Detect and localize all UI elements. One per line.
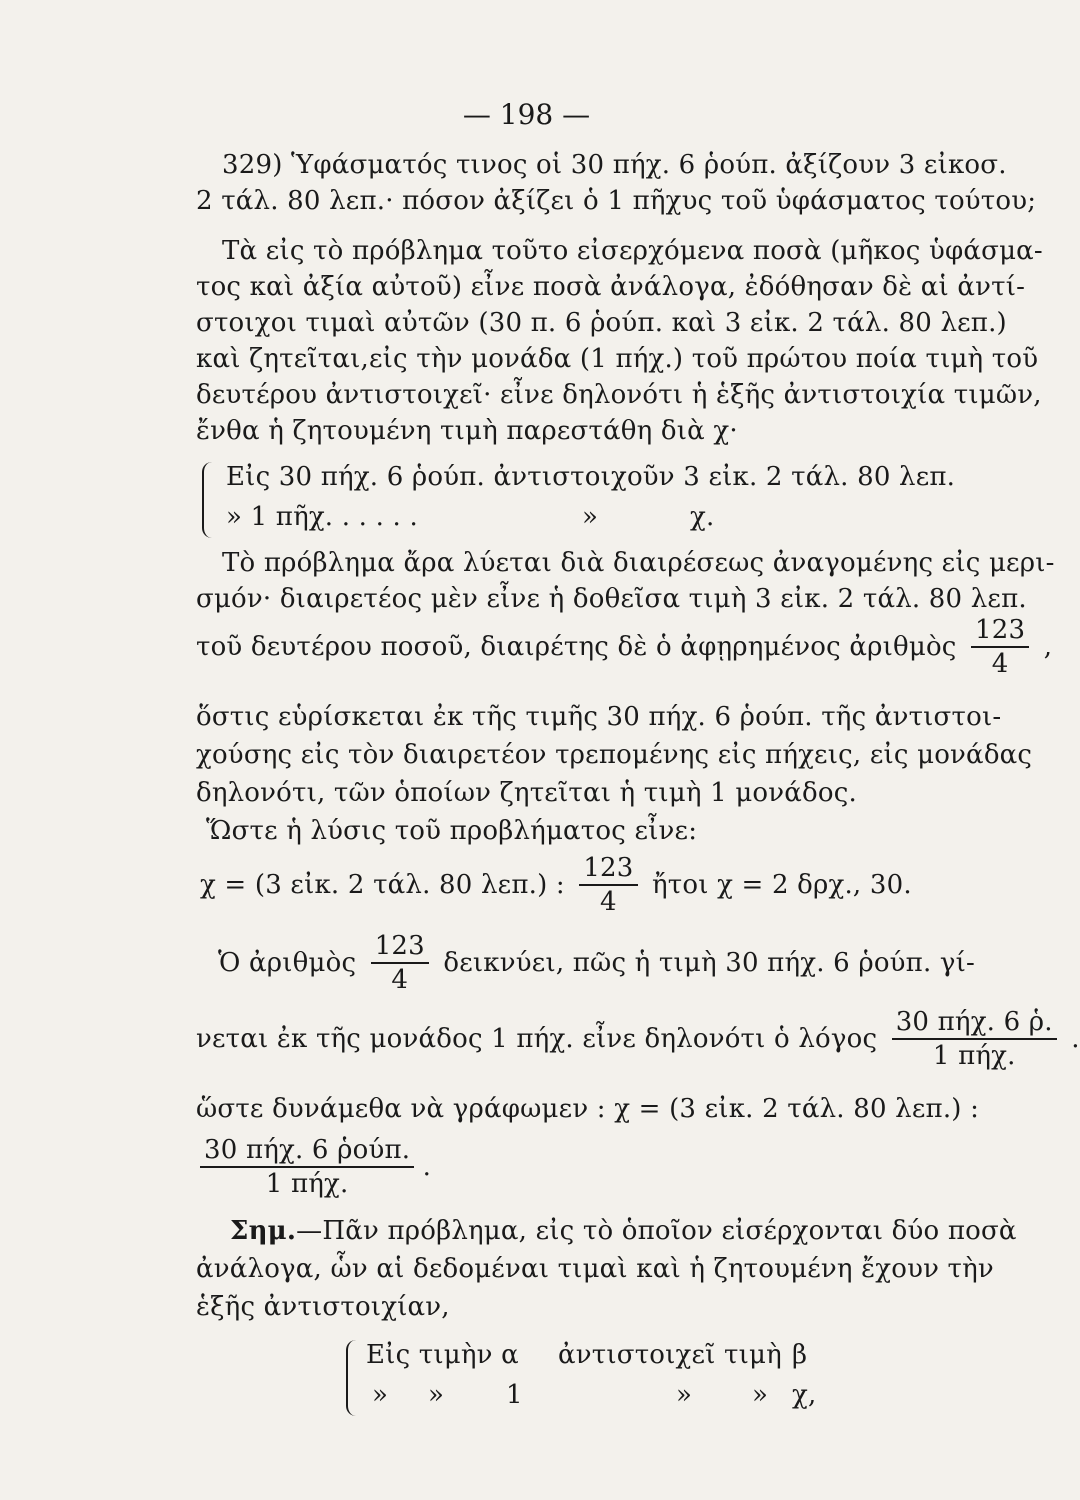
equation-1-right: ἤτοι χ = 2 δρχ., 30.	[652, 870, 912, 900]
text-line-5: στοιχοι τιμαὶ αὐτῶν (30 π. 6 ῥούπ. καὶ 3 εἰκ. 2 τάλ. 80 λεπ.)	[196, 308, 1007, 338]
text-para2-line-1: Τὸ πρόβλημα ἄρα λύεται διὰ διαιρέσεως ἀναγομένης εἰς μερι-	[222, 548, 1055, 578]
correspondence-row-2a: » 1 πῆχ. . . . . .	[226, 502, 418, 532]
ratio-dot: .	[1071, 1024, 1080, 1054]
corr2-row1-c: β	[792, 1340, 808, 1370]
text-para3-line-3: δηλονότι, τῶν ὁποίων ζητεῖται ἡ τιμὴ 1 μονάδος.	[196, 778, 857, 808]
note-label: Σημ.	[230, 1216, 297, 1246]
arithmos-text-a: Ὁ ἀριθμὸς	[218, 948, 357, 978]
final-fraction	[200, 1134, 431, 1200]
fraction-numerator: 123	[971, 614, 1029, 648]
problem-line-1: 329) Ὑφάσματός τινος οἱ 30 πήχ. 6 ῥούπ. ἀξίζουν 3 εἰκοσ.	[222, 150, 1007, 180]
fraction-123-over-4	[971, 614, 1029, 680]
note-line-1	[230, 1216, 1017, 1246]
text-para3-line-4: Ὥστε ἡ λύσις τοῦ προβλήματος εἶνε:	[206, 816, 698, 846]
fraction-ratio	[892, 1006, 1057, 1072]
text-line-6: καὶ ζητεῖται,εἰς τὴν μονάδα (1 πήχ.) τοῦ πρώτου ποία τιμὴ τοῦ	[196, 344, 1039, 374]
corr2-row1-b: ἀντιστοιχεῖ τιμὴ	[558, 1340, 782, 1370]
divisor-text: τοῦ δευτέρου ποσοῦ, διαιρέτης δὲ ὁ ἀφῃρημένος ἀριθμὸς	[196, 632, 957, 662]
ratio-denominator: 1 πήχ.	[932, 1041, 1016, 1071]
fraction-123-over-4-b	[371, 930, 429, 996]
comma: ,	[1043, 632, 1053, 662]
correspondence-row-1: Εἰς 30 πήχ. 6 ῥούπ. ἀντιστοιχοῦν 3 εἰκ. 2 τάλ. 80 λεπ.	[226, 462, 956, 492]
equation-1-left: χ = (3 εἰκ. 2 τάλ. 80 λεπ.) :	[200, 870, 565, 900]
corr2-row2-d: »	[676, 1380, 693, 1410]
corr2-row2-b: »	[428, 1380, 445, 1410]
ratio-numerator: 30 πήχ. 6 ῥ.	[892, 1006, 1057, 1040]
corr2-row2-f: χ,	[792, 1380, 817, 1410]
final-fraction-box	[200, 1134, 414, 1200]
correspondence-row-2b: »	[582, 502, 599, 532]
final-fraction-denominator: 1 πήχ.	[265, 1169, 349, 1199]
text-line-4: τος καὶ ἀξία αὐτοῦ) εἶνε ποσὰ ἀνάλογα, ἐδόθησαν δὲ αἱ ἀντί-	[196, 272, 1026, 302]
fraction-123-over-4-eq	[579, 852, 637, 918]
text-line-8: ἔνθα ἡ ζητουμένη τιμὴ παρεστάθη διὰ χ·	[196, 416, 738, 446]
ratio-line	[196, 1006, 1080, 1072]
ratio-text: νεται ἐκ τῆς μονάδος 1 πήχ. εἶνε δηλονότι ὁ λόγος	[196, 1024, 878, 1054]
problem-line-2: 2 τάλ. 80 λεπ.· πόσον ἀξίζει ὁ 1 πῆχυς τοῦ ὑφάσματος τούτου;	[196, 186, 1037, 216]
fraction-numerator: 123	[579, 852, 637, 886]
hoste-line: ὥστε δυνάμεθα νὰ γράφωμεν : χ = (3 εἰκ. 2 τάλ. 80 λεπ.) :	[196, 1094, 980, 1124]
text-para3-line-1: ὅστις εὑρίσκεται ἐκ τῆς τιμῆς 30 πήχ. 6 ῥούπ. τῆς ἀντιστοι-	[196, 702, 1002, 732]
page-number: — 198 —	[462, 98, 591, 131]
fraction-denominator: 4	[991, 649, 1009, 679]
equation-1	[200, 852, 912, 918]
text-line-3: Τὰ εἰς τὸ πρόβλημα τοῦτο εἰσερχόμενα ποσὰ (μῆκος ὑφάσμα-	[222, 236, 1043, 266]
note-text-1: —Πᾶν πρόβλημα, εἰς τὸ ὁποῖον εἰσέρχονται δύο ποσὰ	[296, 1216, 1017, 1246]
divisor-line	[196, 614, 1052, 680]
correspondence-row-2c: χ.	[690, 502, 715, 532]
arithmos-line	[218, 930, 975, 996]
fraction-numerator: 123	[371, 930, 429, 964]
brace-1	[202, 462, 216, 538]
final-fraction-numerator: 30 πήχ. 6 ῥούπ.	[200, 1134, 414, 1168]
brace-2	[346, 1340, 360, 1416]
fraction-denominator: 4	[600, 887, 617, 917]
text-para3-line-2: χούσης εἰς τὸν διαιρετέον τρεπομένης εἰς πήχεις, εἰς μονάδας	[196, 740, 1033, 770]
corr2-row2-c: 1	[506, 1380, 523, 1410]
arithmos-text-b: δεικνύει, πῶς ἡ τιμὴ 30 πήχ. 6 ῥούπ. γί-	[443, 948, 976, 978]
note-line-3: ἑξῆς ἀντιστοιχίαν,	[196, 1292, 450, 1322]
note-line-2: ἀνάλογα, ὧν αἱ δεδομέναι τιμαὶ καὶ ἡ ζητουμένη ἔχουν τὴν	[196, 1254, 994, 1284]
corr2-row2-a: »	[372, 1380, 389, 1410]
fraction-denominator: 4	[391, 965, 409, 995]
text-line-7: δευτέρου ἀντιστοιχεῖ· εἶνε δηλονότι ἡ ἑξῆς ἀντιστοιχία τιμῶν,	[196, 380, 1042, 410]
text-para2-line-2: σμόν· διαιρετέος μὲν εἶνε ἡ δοθεῖσα τιμὴ 3 εἰκ. 2 τάλ. 80 λεπ.	[196, 584, 1027, 614]
corr2-row1-a: Εἰς τιμὴν α	[366, 1340, 519, 1370]
final-dot: .	[422, 1152, 432, 1182]
corr2-row2-e: »	[752, 1380, 769, 1410]
